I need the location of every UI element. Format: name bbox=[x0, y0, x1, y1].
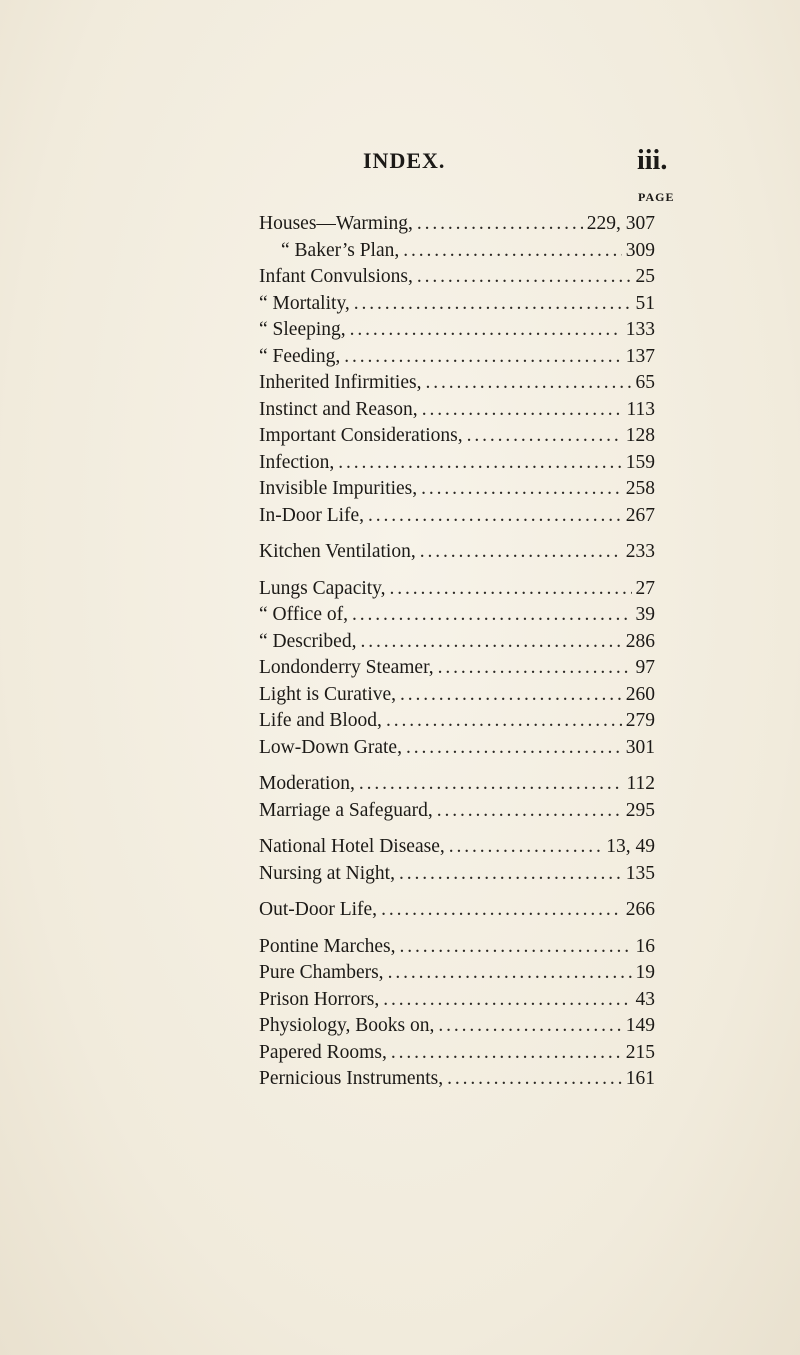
entry-pages: 39 bbox=[635, 604, 655, 625]
entry-label: Instinct and Reason, bbox=[259, 398, 418, 420]
dot-leader bbox=[354, 291, 632, 318]
entry-label: “ Described, bbox=[259, 630, 357, 652]
dot-leader bbox=[386, 708, 622, 735]
entry-pages: 267 bbox=[625, 504, 655, 526]
entry-label: Important Considerations, bbox=[259, 425, 463, 446]
entry-label: Nursing at Night, bbox=[259, 862, 395, 884]
index-entry bbox=[259, 317, 655, 344]
dot-leader bbox=[359, 771, 623, 798]
page-header bbox=[0, 145, 800, 178]
index-entry bbox=[259, 771, 655, 798]
index-entry bbox=[259, 450, 655, 477]
entry-pages: 233 bbox=[625, 541, 655, 562]
entry-pages: 161 bbox=[625, 1068, 655, 1089]
dot-leader bbox=[399, 861, 622, 888]
entry-pages: 43 bbox=[635, 988, 655, 1010]
dot-leader bbox=[449, 834, 603, 861]
index-entry bbox=[259, 423, 655, 450]
entry-pages: 266 bbox=[625, 899, 655, 920]
entry-label: “ Office of, bbox=[259, 604, 348, 625]
entry-pages: 25 bbox=[635, 266, 655, 287]
entry-label: Kitchen Ventilation, bbox=[259, 541, 416, 562]
entry-pages: 159 bbox=[625, 451, 655, 473]
dot-leader bbox=[338, 450, 621, 477]
index-entry bbox=[259, 897, 655, 924]
entry-label: In-Door Life, bbox=[259, 504, 365, 526]
entry-label: Londonderry Steamer, bbox=[259, 657, 434, 678]
index-entry bbox=[259, 708, 655, 735]
page-number: iii. bbox=[637, 145, 668, 176]
entry-label: Physiology, Books on, bbox=[259, 1015, 435, 1036]
index-entry bbox=[259, 602, 655, 629]
entry-label: “ Baker’s Plan, bbox=[281, 239, 400, 261]
entry-pages: 128 bbox=[625, 425, 655, 446]
entry-label: Lungs Capacity, bbox=[259, 577, 386, 599]
entry-pages: 113 bbox=[626, 398, 655, 420]
dot-leader bbox=[344, 344, 622, 371]
index-entry bbox=[259, 798, 655, 825]
dot-leader bbox=[417, 264, 632, 291]
dot-leader bbox=[438, 1013, 621, 1040]
index-entry bbox=[259, 576, 655, 603]
dot-leader bbox=[403, 238, 622, 265]
dot-leader bbox=[399, 934, 631, 961]
running-title: INDEX. bbox=[363, 148, 446, 173]
entry-pages: 27 bbox=[635, 577, 655, 599]
dot-leader bbox=[417, 211, 583, 238]
dot-leader bbox=[467, 423, 622, 450]
dot-leader bbox=[390, 576, 632, 603]
index-entry bbox=[259, 1066, 655, 1093]
index-entry bbox=[259, 238, 655, 265]
dot-leader bbox=[350, 317, 622, 344]
entry-pages: 13, 49 bbox=[606, 836, 655, 857]
dot-leader bbox=[381, 897, 622, 924]
index-entry bbox=[259, 655, 655, 682]
dot-leader bbox=[406, 735, 622, 762]
index-entry bbox=[259, 397, 655, 424]
entry-pages: 260 bbox=[625, 683, 655, 705]
entry-pages: 65 bbox=[635, 372, 655, 393]
entry-label: Moderation, bbox=[259, 773, 355, 794]
entry-label: “ Sleeping, bbox=[259, 319, 346, 340]
entry-label: Marriage a Safeguard, bbox=[259, 799, 433, 821]
index-entry bbox=[259, 861, 655, 888]
dot-leader bbox=[352, 602, 632, 629]
dot-leader bbox=[391, 1040, 622, 1067]
index-entry bbox=[259, 987, 655, 1014]
entry-pages: 149 bbox=[625, 1015, 655, 1036]
index-entry bbox=[259, 735, 655, 762]
entry-pages: 97 bbox=[635, 657, 655, 678]
index-entry bbox=[259, 370, 655, 397]
index-entry bbox=[259, 682, 655, 709]
index-entry bbox=[259, 1013, 655, 1040]
index-entry bbox=[259, 834, 655, 861]
entry-label: Inherited Infirmities, bbox=[259, 372, 422, 393]
index-entry bbox=[259, 476, 655, 503]
entry-label: Houses—Warming, bbox=[259, 213, 413, 234]
entry-label: Infant Convulsions, bbox=[259, 266, 413, 287]
entry-pages: 215 bbox=[625, 1041, 655, 1063]
entry-pages: 112 bbox=[626, 773, 655, 794]
dot-leader bbox=[447, 1066, 622, 1093]
dot-leader bbox=[400, 682, 622, 709]
entry-pages: 229, 307 bbox=[586, 213, 655, 234]
entry-pages: 133 bbox=[625, 319, 655, 340]
page-column-label: PAGE bbox=[638, 190, 675, 204]
index-entry bbox=[259, 1040, 655, 1067]
entry-pages: 16 bbox=[635, 935, 655, 957]
index-entry bbox=[259, 934, 655, 961]
entry-label: Pernicious Instruments, bbox=[259, 1068, 444, 1089]
dot-leader bbox=[368, 503, 622, 530]
entry-label: Prison Horrors, bbox=[259, 988, 380, 1010]
index-entry bbox=[259, 539, 655, 566]
entry-label: Invisible Impurities, bbox=[259, 478, 418, 499]
entry-label: Pure Chambers, bbox=[259, 962, 384, 983]
entry-label: Low-Down Grate, bbox=[259, 736, 402, 758]
dot-leader bbox=[438, 655, 632, 682]
dot-leader bbox=[420, 539, 622, 566]
index-entry bbox=[259, 264, 655, 291]
entry-pages: 137 bbox=[625, 345, 655, 367]
entry-label: Life and Blood, bbox=[259, 710, 382, 731]
entry-pages: 279 bbox=[625, 710, 655, 731]
entry-pages: 51 bbox=[635, 292, 655, 314]
entry-pages: 135 bbox=[625, 862, 655, 884]
entry-label: National Hotel Disease, bbox=[259, 836, 445, 857]
entry-label: Infection, bbox=[259, 451, 335, 473]
entry-pages: 19 bbox=[635, 962, 655, 983]
index-entry bbox=[259, 503, 655, 530]
entry-label: Papered Rooms, bbox=[259, 1041, 387, 1063]
dot-leader bbox=[388, 960, 632, 987]
entry-pages: 258 bbox=[625, 478, 655, 499]
index-entry bbox=[259, 344, 655, 371]
index-list bbox=[259, 211, 655, 1093]
dot-leader bbox=[383, 987, 631, 1014]
index-entry bbox=[259, 211, 655, 238]
entry-label: Light is Curative, bbox=[259, 683, 397, 705]
dot-leader bbox=[437, 798, 622, 825]
entry-label: Out-Door Life, bbox=[259, 899, 378, 920]
index-entry bbox=[259, 291, 655, 318]
entry-pages: 286 bbox=[625, 630, 655, 652]
entry-pages: 309 bbox=[625, 239, 655, 261]
dot-leader bbox=[421, 476, 622, 503]
index-entry bbox=[259, 960, 655, 987]
entry-pages: 301 bbox=[625, 736, 655, 758]
dot-leader bbox=[360, 629, 621, 656]
dot-leader bbox=[425, 370, 631, 397]
entry-label: “ Mortality, bbox=[259, 292, 350, 314]
entry-label: Pontine Marches, bbox=[259, 935, 396, 957]
index-entry bbox=[259, 629, 655, 656]
dot-leader bbox=[422, 397, 623, 424]
entry-label: “ Feeding, bbox=[259, 345, 341, 367]
entry-pages: 295 bbox=[625, 799, 655, 821]
